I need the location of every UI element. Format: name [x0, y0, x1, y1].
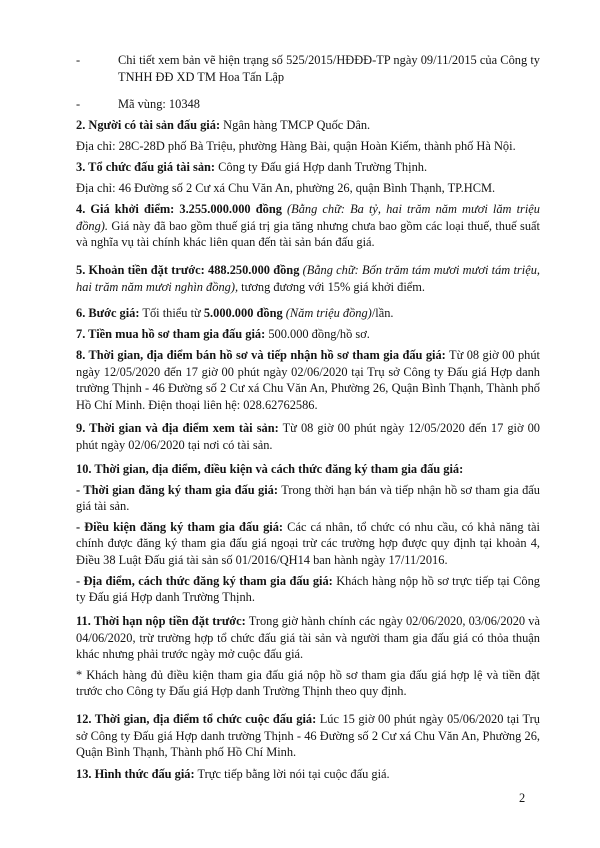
registration-conditions: - Điều kiện đăng ký tham gia đấu giá: Các cá nhân, tổ chức có nhu cầu, có khả năng tài chính được đăng ký tham gia đấu giá ngoại trừ các trường hợp được quy định tại khoản 4, Điều 38 Luật Đấu giá tài sản số 01/2016/QH14 ban hành ngày 17/11/2016.: [76, 519, 541, 567]
section-12-auction-time-place: 12. Thời gian, địa điểm tổ chức cuộc đấu giá: Lúc 15 giờ 00 phút ngày 05/06/2020 tại Trụ sở Công ty Đấu giá Hợp danh trường Thịnh - 46 Đường số 2 Cư xá Chu Văn An, Phường 26, Quận Bình Thạnh, Thành phố Hồ Chí Minh.: [76, 712, 541, 760]
deposit-note: * Khách hàng đủ điều kiện tham gia đấu giá nộp hồ sơ tham gia đấu giá hợp lệ và tiền đặt trước cho Công ty Đấu giá Hợp danh Trường Thịnh theo quy định.: [76, 667, 540, 699]
section-2-asset-owner: 2. Người có tài sản đấu giá: Ngân hàng TMCP Quốc Dân. Địa chỉ: 28C-28D phố Bà Triệu, phường Hàng Bài, quận Hoàn Kiếm, thành phố Hà Nội.: [76, 117, 540, 154]
bullet-dash: -: [76, 97, 81, 111]
registration-time: - Thời gian đăng ký tham gia đấu giá: Trong thời hạn bán và tiếp nhận hồ sơ tham gia đấu giá tài sản.: [76, 482, 540, 514]
section-9-asset-viewing: 9. Thời gian và địa điểm xem tài sản: Từ 08 giờ 00 phút ngày 12/05/2020 đến 17 giờ 00 phút ngày 02/06/2020 tại nơi có tài sản.: [76, 421, 540, 452]
auction-organization-address: Địa chỉ: 46 Đường số 2 Cư xá Chu Văn An, phường 26, quận Bình Thạnh, TP.HCM.: [76, 180, 496, 195]
section-5-deposit: 5. Khoản tiền đặt trước: 488.250.000 đồng (Bằng chữ: Bốn trăm tám mươi mươi tám triệu, hai trăm năm mươi nghìn đồng), tương đương với 15% giá khởi điểm.: [76, 263, 540, 294]
asset-owner-address: Địa chỉ: 28C-28D phố Bà Triệu, phường Hàng Bài, quận Hoàn Kiếm, thành phố Hà Nội.: [76, 138, 516, 153]
registration-place-method: - Địa điểm, cách thức đăng ký tham gia đấu giá: Khách hàng nộp hồ sơ trực tiếp tại Công ty Đấu giá Hợp danh Trường Thịnh.: [76, 573, 540, 605]
section-4-starting-price: 4. Giá khởi điểm: 3.255.000.000 đồng (Bằng chữ: Ba tỷ, hai trăm năm mươi lăm triệu đồng). Giá này đã bao gồm thuế giá trị gia tăng nhưng chưa bao gồm các loại thuế, thuế suất và nghĩa vụ tài chính khác liên quan đến tài sản bán đấu giá.: [76, 202, 540, 250]
section-11-deposit-deadline: 11. Thời hạn nộp tiền đặt trước: Trong giờ hành chính các ngày 02/06/2020, 03/06/2020 và 04/06/2020, trừ trường hợp tổ chức đấu giá tài sản và người tham gia đấu giá có thỏa thuận khác nhưng phải trước ngày mở cuộc đấu giá. * Khách hàng đủ điều kiện tham gia đấu giá nộp hồ sơ tham gia đấu giá hợp lệ và tiền đặt trước cho Công ty Đấu giá Hợp danh Trường Thịnh theo quy định.: [76, 614, 540, 699]
section-7-dossier-fee: 7. Tiền mua hồ sơ tham gia đấu giá: 500.000 đồng/hồ sơ.: [76, 327, 370, 341]
page-number: 2: [519, 791, 526, 805]
section-13-auction-form: 13. Hình thức đấu giá: Trực tiếp bằng lời nói tại cuộc đấu giá.: [76, 767, 390, 781]
section-8-dossier-sale: 8. Thời gian, địa điểm bán hồ sơ và tiếp nhận hồ sơ tham gia đấu giá: Từ 08 giờ 00 phút ngày 12/05/2020 đến 17 giờ 00 phút ngày 02/06/2020 tại Trụ sở Công ty Đấu giá Hợp danh trường Thịnh - 46 Đường số 2 Cư xá Chu Văn An, Phường 26, Quận Bình Thạnh, Thành phố Hồ Chí Minh. Điện thoại liên hệ: 028.62762586.: [76, 348, 540, 412]
bullet-area-code: Mã vùng: 10348: [118, 97, 200, 111]
section-10-registration: 10. Thời gian, địa điểm, điều kiện và cách thức đăng ký tham gia đấu giá: - Thời gian đăng ký tham gia đấu giá: Trong thời hạn bán và tiếp nhận hồ sơ tham gia đấu giá tài sản. - Điều kiện đăng ký tham gia đấu giá: Các cá nhân, tổ chức có nhu cầu, có khả năng tài chính được đăng ký tham gia đấu giá ngoại trừ các trường hợp được quy định tại khoản 4, Điều 38 Luật Đấu giá tài sản số 01/2016/QH14 ban hành ngày 17/11/2016. - Địa điểm, cách thức đăng ký tham gia đấu giá: Khách hàng nộp hồ sơ trực tiếp tại Công ty Đấu giá Hợp danh Trường Thịnh.: [76, 462, 541, 605]
section-6-bid-step: 6. Bước giá: Tối thiểu từ 5.000.000 đồng (Năm triệu đồng)/lần.: [76, 306, 394, 320]
bullet-dash: -: [76, 53, 81, 67]
bullet-drawing-details: Chi tiết xem bản vẽ hiện trạng số 525/2015/HĐĐĐ-TP ngày 09/11/2015 của Công ty TNHH ĐĐ XD TM Hoa Tấn Lập: [118, 53, 540, 84]
section-3-auction-organization: 3. Tổ chức đấu giá tài sản: Công ty Đấu giá Hợp danh Trường Thịnh. Địa chỉ: 46 Đường số 2 Cư xá Chu Văn An, phường 26, quận Bình Thạnh, TP.HCM.: [76, 159, 540, 196]
